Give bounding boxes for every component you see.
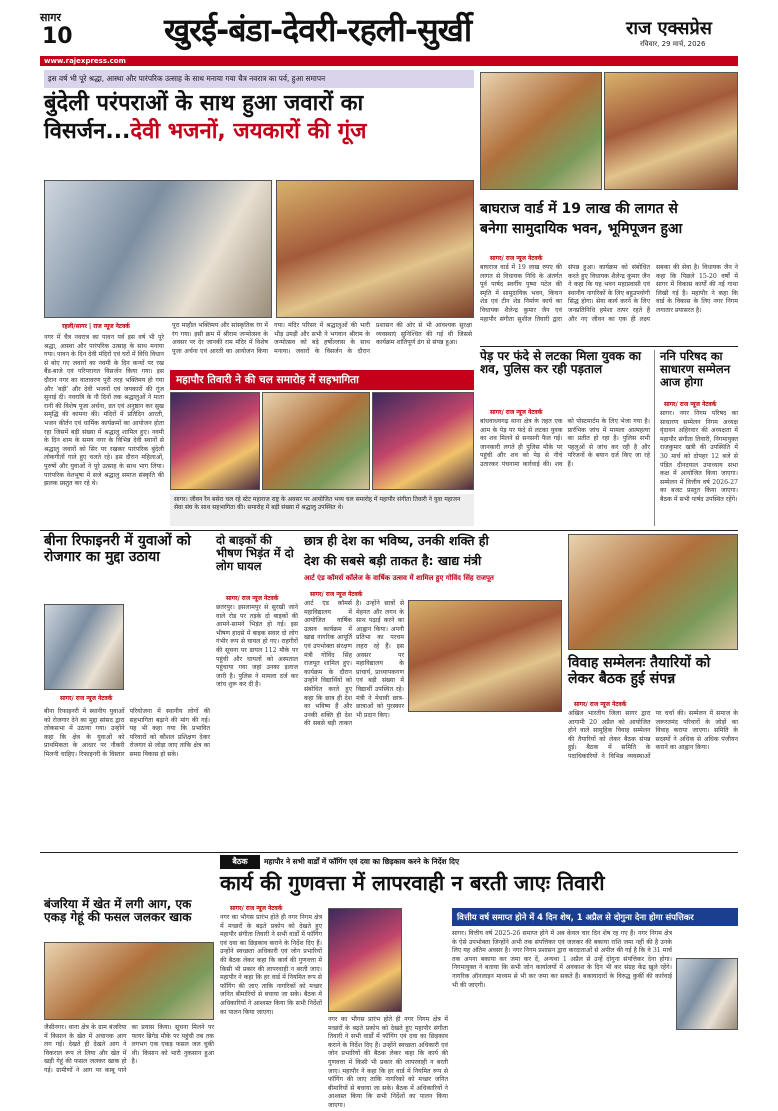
gang-body: छतरपुर। इसलामपुर से सुरखी जाने वाले रोड पर तड़के दो बाइकों की आमने-सामने भिड़ंत हो गई। इस भीषण हादसे में बाइक सवार दो लोग गंभीर रूप से घायल हो गए। राहगीरों की सूचना पर डायल 112 मौके पर पहुंची और घायलों को अस्पताल पहुंचाया गया जहां उनका इलाज जारी है। पुलिस ने मामला दर्ज कर जांच शुरू कर दी है। (216, 604, 298, 689)
divider (480, 346, 738, 347)
parishad-body: सागर। नगर निगम परिषद का साधारण सम्मेलन निगम अध्यक्ष वृंदावन अहिरवार की अध्यक्षता में महापौर संगीता तिवारी, निगमायुक्त राजकुमार खत्री की उपस्थिति में 30 मार्च को दोपहर 12 बजे से पंडित दीनदयाल उपाध्याय सभा कक्ष में आयोजित किया जाएगा। सम्मेलन में वित्तीय वर्ष 2026-27 का बजट प्रस्तुत किया जाएगा। बैठक में सभी पार्षद उपस्थित रहेंगे। (660, 410, 738, 503)
khadya-byline: सागर/ राज न्यूज नेटवर्क (310, 591, 363, 598)
khadya-photo (408, 600, 562, 712)
lead-headline-part-b: देवी भजनों, जयकारों की गूंज (130, 119, 367, 144)
vivah-headline: विवाह सम्मेलनः तैयारियों को लेकर बैठक हुई संपन्न (568, 655, 711, 687)
page-number: 10 (42, 24, 73, 49)
vittiya-banner: वित्तीय वर्ष समाप्त होने में 4 दिन शेष, 1 अप्रैल से दोगुना देना होगा संपत्तिकर (452, 908, 738, 926)
khadya-kicker: आर्ट एंड कॉमर्स कॉलेज के वार्षिक उत्सव में शामिल हुए गोविंद सिंह राजपूत (304, 574, 494, 582)
baghraj-headline-2: बनेगा सामुदायिक भवन, भूमिपूजन हुआ (480, 221, 683, 237)
mayor-photo-1 (170, 392, 260, 490)
baghraj-headline-1: बाघराज वार्ड में 19 लाख की लागत से (480, 201, 678, 217)
vivah-body: अखिल भारतीय जिला सागर द्वारा आगामी 20 अप्रैल को आयोजित होने वाले सामूहिक विवाह सम्मेलन की तैयारियों को लेकर बैठक संपन्न हुई। बैठक में समिति के पदाधिकारियों ने विभिन्न व्यवस्थाओं पर चर्चा की। सम्मेलन में समाज के जरूरतमंद परिवारों के जोड़ों का विवाह कराया जाएगा। समिति के सदस्यों ने अधिक से अधिक पंजीयन कराने का आह्वान किया। (568, 710, 738, 760)
lead-headline-part-a: विसर्जन... (44, 119, 131, 144)
khadya-headline-1: छात्र ही देश का भविष्य, उनकी शक्ति ही (304, 533, 489, 548)
baithak-body: नगर का भौगस प्रारंभ होते ही नगर निगम क्षेत्र में मच्छरों के बढ़ते प्रकोप को देखते हुए महापौर संगीता तिवारी ने सभी वार्डों में फॉगिंग एवं दवा का छिड़काव कराने के निर्देश दिए हैं। उन्होंने स्वच्छता अधिकारी एवं जोन प्रभारियों की बैठक लेकर कहा कि कार्य की गुणवत्ता में किसी भी प्रकार की लापरवाही न बरती जाए। महापौर ने कहा कि हर वार्ड में नियमित रूप से फॉगिंग की जाए ताकि नागरिकों को मच्छर जनित बीमारियों से बचाया जा सके। बैठक में अधिकारियों ने आश्वस्त किया कि सभी निर्देशों का पालन किया जाएगा। (220, 914, 322, 1016)
lead-body-col2: पूरा माहौल भक्तिमय और सांस्कृतिक रंग में रंग गया। इसी क्रम में श्रीराम जन्मोत्सव के अवसर पर देर जानकी राम मंदिर में विशेष पूजा अर्चना एवं आरती का आयोजन किया गया। मंदिर परिसर में श्रद्धालुओं की भारी भीड़ उमड़ी और सभी ने भगवान श्रीराम के जन्मोत्सव को बड़े हर्षोल्लास के साथ मनाया। जवारों के विसर्जन के दौरान प्रशासन की ओर से भी आवश्यक सुरक्षा व्यवस्थाएं सुनिश्चित की गई थी जिससे कार्यक्रम शांतिपूर्ण ढंग से संपन्न हुआ। (172, 322, 472, 355)
banjariya-photo (44, 942, 214, 1020)
lead-body-col1: नगर में चैत्र नवरात्र का पावन पर्व इस वर्ष भी पूरे श्रद्धा, आस्था और पारंपरिक उत्साह के साथ मनाया गया। पावन के दिन देवी मंदिरों एवं घरों में विधि विधान से बोए गए जवारों का नवमी के दिन कन्‍यों पर रख बैंड-बाजे एवं परिपरागत विसर्जन किया गया। इस दौरान नगर का वातावरण पूरी तरह भक्तिमय हो गया और 'बड़ी' और देवी भजनों एवं जयकारों की गूंज सुनाई दी। नवरात्रि के नौ दिनों तक श्रद्धालुओं ने माता रानी की विशेष पूजा अर्चना, व्रत एवं अनुष्ठान कर सुख समृद्धि की कामना की। मंदिरों में प्रतिदिन आरती, भजन कीर्तन एवं धार्मिक कार्यक्रमों का आयोजन होता रहा जिसमें बड़ी संख्या में श्रद्धालु शामिल हुए। नवमी के दिन शाम के समय नगर के विभिन्न देवी स्थानों से श्रद्धालु जवारों को सिर पर रखकर पारंपरिक बुंदेली लोकगीतों गाते हुए चलते रहे। इस दौरान महिलाओं, पुरुषों और युवाओं ने पूरे उत्साह के साथ भाग लिया। पारंपरिक वेशभूषा में सजे श्रद्धालु समाज संस्कृति की झलक प्रस्तुत कर रहे थे। (44, 334, 164, 488)
divider (40, 852, 738, 853)
refinery-photo (44, 604, 124, 690)
lead-photo-right (276, 180, 474, 318)
lead-byline: रहली/सागर | राज न्यूज नेटवर्क (62, 323, 130, 330)
website-link[interactable]: www.rajexpress.com (44, 57, 126, 65)
vittiya-body: सागर। वित्तीय वर्ष 2025-26 समाप्त होने में अब केवल चार दिन शेष रह गए हैं। नगर निगम क्षेत्र के ऐसे उपभोक्ता जिन्होंने अभी तक संपत्तिकर एवं जलकर की बकाया राशि जमा नहीं की है उनके लिए यह अंतिम अवसर है। नगर निगम प्रशासन द्वारा करदाताओं से अपील की गई है कि वे 31 मार्च तक अपना बकाया कर जमा कर दें, अन्यथा 1 अप्रैल से उन्हें दोगुना संपत्तिकर देना होगा। निगमायुक्त ने बताया कि सभी जोन कार्यालयों में अवकाश के दिन भी कर संग्रह केंद्र खुले रहेंगे। नागरिक ऑनलाइन माध्यम से भी कर जमा कर सकते हैं। बकायादारों के विरुद्ध कुर्की की कार्रवाई भी की जाएगी। (452, 930, 672, 989)
baghraj-byline: सागर/ राज न्यूज नेटवर्क (490, 255, 543, 262)
mayor-caption: सागर। जीवन रैन बसेरा चल रहे स्टेट महाराज राष्ट्र के अवसर पर आयोजित भव्य चल समारोह में महापौर संगीता तिवारी ने युवा महाजन सेवा संघ के साथ सहभागिता की। समारोह में बड़ी संख्या में श्रद्धालु उपस्थित थे। (170, 494, 474, 526)
baghraj-body: बाघराज वार्ड में 19 लाख रुपए की लागत से विधायक निधि के अंतर्गत पूर्व पार्षद स्वर्गीय पुष्पा पटेल की स्मृति में सामुदायिक भवन, किचन शेड एवं टीन शेड निर्माण कार्य का विधायक शैलेन्द्र कुमार जैन एवं महापौर संगीता सुशील तिवारी द्वारा संपन्न हुआ। कार्यक्रम को संबोधित करते हुए विधायक शैलेन्द्र कुमार जैन ने कहा कि यह भवन महाप्रवासी एवं स्थानीय नागरिकों के लिए बहुउपयोगी सिद्ध होगा। सेवा कार्य करने के लिए जनप्रतिनिधि हमेशा तत्पर रहते हैं और नए जीवन का एक ही लक्ष्य सबका की सेवा है। विधायक जैन ने कहा कि पिछले 15-20 वर्षों में सागर में विकास कार्यों की नई गाथा लिखी गई है। महापौर ने कहा कि वार्ड के विकास के लिए नगर निगम लगातार प्रयासरत है। (480, 264, 738, 323)
mayor-headline: महापौर तिवारी ने की चल समारोह में सहभागिता (170, 370, 474, 390)
baithak-kicker: महापौर ने सभी वार्डों में फॉगिंग एवं दवा का छिड़काव करने के निर्देश दिए (264, 857, 460, 866)
khadya-body: आर्ट एंड कॉमर्स महाविद्यालय में आयोजित वार्षिक उत्सव कार्यक्रम में खाद्य नागरिक आपूर्ति एवं उपभोक्ता संरक्षण मंत्री गोविंद सिंह राजपूत शामिल हुए। कार्यक्रम के दौरान उन्होंने विद्यार्थियों को संबोधित करते हुए कहा कि छात्र ही देश का भविष्य हैं और उनकी शक्ति ही देश की सबसे बड़ी ताकत है। उन्होंने छात्रों से मेहनत और लगन के साथ पढ़ाई करने का आह्वान किया। अपनी प्रतिभा का परचम लहरा रहे हैं। इस अवसर पर महाविद्यालय के प्राचार्य, प्राध्यापकगण एवं बड़ी संख्या में विद्यार्थी उपस्थित रहे। मंत्री ने मेधावी छात्र-छात्राओं को पुरस्कार भी प्रदान किए। (304, 600, 404, 728)
gang-headline: दो बाइकों की भीषण भिड़ंत में दो लोग घायल (216, 533, 294, 573)
lead-kicker: इस वर्ष भी पूरे श्रद्धा, आस्था और पारंपरिक उत्साह के साथ मनाया गया चैत्र नवरात्र का पर्व, हुआ समापन (44, 70, 474, 88)
banjariya-body: जैसीनगर। थाना क्षेत्र के ग्राम बंजरिया में किसान के खेत में अचानक आग लग गई। देखते ही देखते आग ने विकराल रूप ले लिया और खेत में खड़ी गेहूं की फसल जलकर खाक हो गई। ग्रामीणों ने आग पर काबू पाने का प्रयास किया। सूचना मिलने पर फायर ब्रिगेड मौके पर पहुंची तब तक लगभग एक एकड़ फसल जल चुकी थी। किसान को भारी नुकसान हुआ है। (44, 1024, 214, 1074)
baithak-label: बैठक (220, 855, 260, 869)
baithak-portrait (328, 908, 402, 1012)
baithak-byline: सागर/ राज न्यूज नेटवर्क (230, 905, 283, 912)
pedh-body: बांधवाधवगढ़ थाना क्षेत्र के तहत एक आम के पेड़ पर फंदे से लटका युवक का शव मिलने से सनसनी फैल गई। जानकारी लगते ही पुलिस मौके पर पहुंची और शव को पेड़ से नीचे उतारकर पंचनामा कार्रवाई की। शव को पोस्टमार्टम के लिए भेजा गया है। प्रारंभिक जांच में मामला आत्महत्या का प्रतीत हो रहा है। पुलिस सभी पहलुओं से जांच कर रही है और परिजनों के बयान दर्ज किए जा रहे हैं। (480, 418, 650, 468)
gang-byline: सागर/ राज न्यूज नेटवर्क (226, 595, 279, 602)
khadya-headline-2: देश की सबसे बड़ी ताकत है: खाद्य मंत्री (304, 553, 482, 568)
baithak-body-cont (328, 1016, 448, 1109)
vittiya-portrait (676, 958, 738, 1030)
city-label: सागर (40, 11, 61, 24)
lead-photo-left (44, 180, 272, 318)
mayor-photo-3 (372, 392, 474, 490)
banjariya-headline: बंजरिया में खेत में लगी आग, एक एकड़ गेहूं की फसल जलकर खाक (44, 897, 192, 925)
parishad-byline: सागर/ राज न्यूज नेटवर्क (664, 401, 717, 408)
lead-headline-1: बुंदेली परंपराओं के साथ हुआ जवारों का (44, 91, 364, 116)
vivah-photo (568, 534, 738, 650)
masthead (0, 0, 778, 66)
baithak-body-text: नगर का भौगस प्रारंभ होते ही नगर निगम क्षेत्र में मच्छरों के बढ़ते प्रकोप को देखते हुए महापौर संगीता तिवारी ने सभी वार्डों में फॉगिंग एवं दवा का छिड़काव कराने के निर्देश दिए हैं। उन्होंने स्वच्छता अधिकारी एवं जोन प्रभारियों की बैठक लेकर कहा कि कार्य की गुणवत्ता में किसी भी प्रकार की लापरवाही न बरती जाए। महापौर ने कहा कि हर वार्ड में नियमित रूप से फॉगिंग की जाए ताकि नागरिकों को मच्छर जनित बीमारियों से बचाया जा सके। बैठक में अधिकारियों ने आश्वस्त किया कि सभी निर्देशों का पालन किया जाएगा। (328, 1016, 448, 1109)
divider (40, 530, 738, 531)
vivah-byline: सागर/ राज न्यूज नेटवर्क (574, 701, 627, 708)
refinery-headline: बीना रिफाइनरी में युवाओं को रोजगार का मुद्दा उठाया (44, 533, 191, 565)
pedh-headline: पेड़ पर फंदे से लटका मिला युवक का शव, पुलिस कर रही पड़ताल (480, 349, 642, 377)
brand-logo: राज एक्सप्रेस (626, 18, 712, 39)
baghraj-photo-2 (604, 72, 738, 190)
baghraj-photo-1 (480, 72, 602, 190)
mayor-photo-2 (262, 392, 370, 490)
baithak-headline: कार्य की गुणवत्ता में लापरवाही न बरती जाएः तिवारी (220, 871, 605, 895)
page-section-title: खुरई-बंडा-देवरी-रहली-सुर्खी (164, 11, 472, 49)
refinery-body: बीना रिफाइनरी में स्थानीय युवाओं को रोजगार देने का मुद्दा सांसद द्वारा लोकसभा में उठाया गया। उन्होंने कहा कि क्षेत्र के युवाओं को प्राथमिकता के आधार पर नौकरी मिलनी चाहिए। रिफाइनरी के विस्तार परियोजना में स्थानीय लोगों की सहभागिता बढ़ाने की मांग की गई। यह भी कहा गया कि प्रभावित परिवारों को कौशल प्रशिक्षण देकर रोजगार से जोड़ा जाए ताकि क्षेत्र का समग्र विकास हो सके। (44, 708, 210, 758)
refinery-byline: सागर/ राज न्यूज नेटवर्क (60, 695, 113, 702)
parishad-headline: ननि परिषद का साधारण सम्मेलन आज होगा (660, 349, 731, 389)
lead-headline-2 (44, 120, 474, 145)
pedh-byline: सागर/ राज न्यूज नेटवर्क (490, 409, 543, 416)
header-strip (40, 56, 738, 66)
issue-date: रविवार, 29 मार्च, 2026 (640, 40, 706, 48)
vertical-rule (654, 350, 655, 526)
